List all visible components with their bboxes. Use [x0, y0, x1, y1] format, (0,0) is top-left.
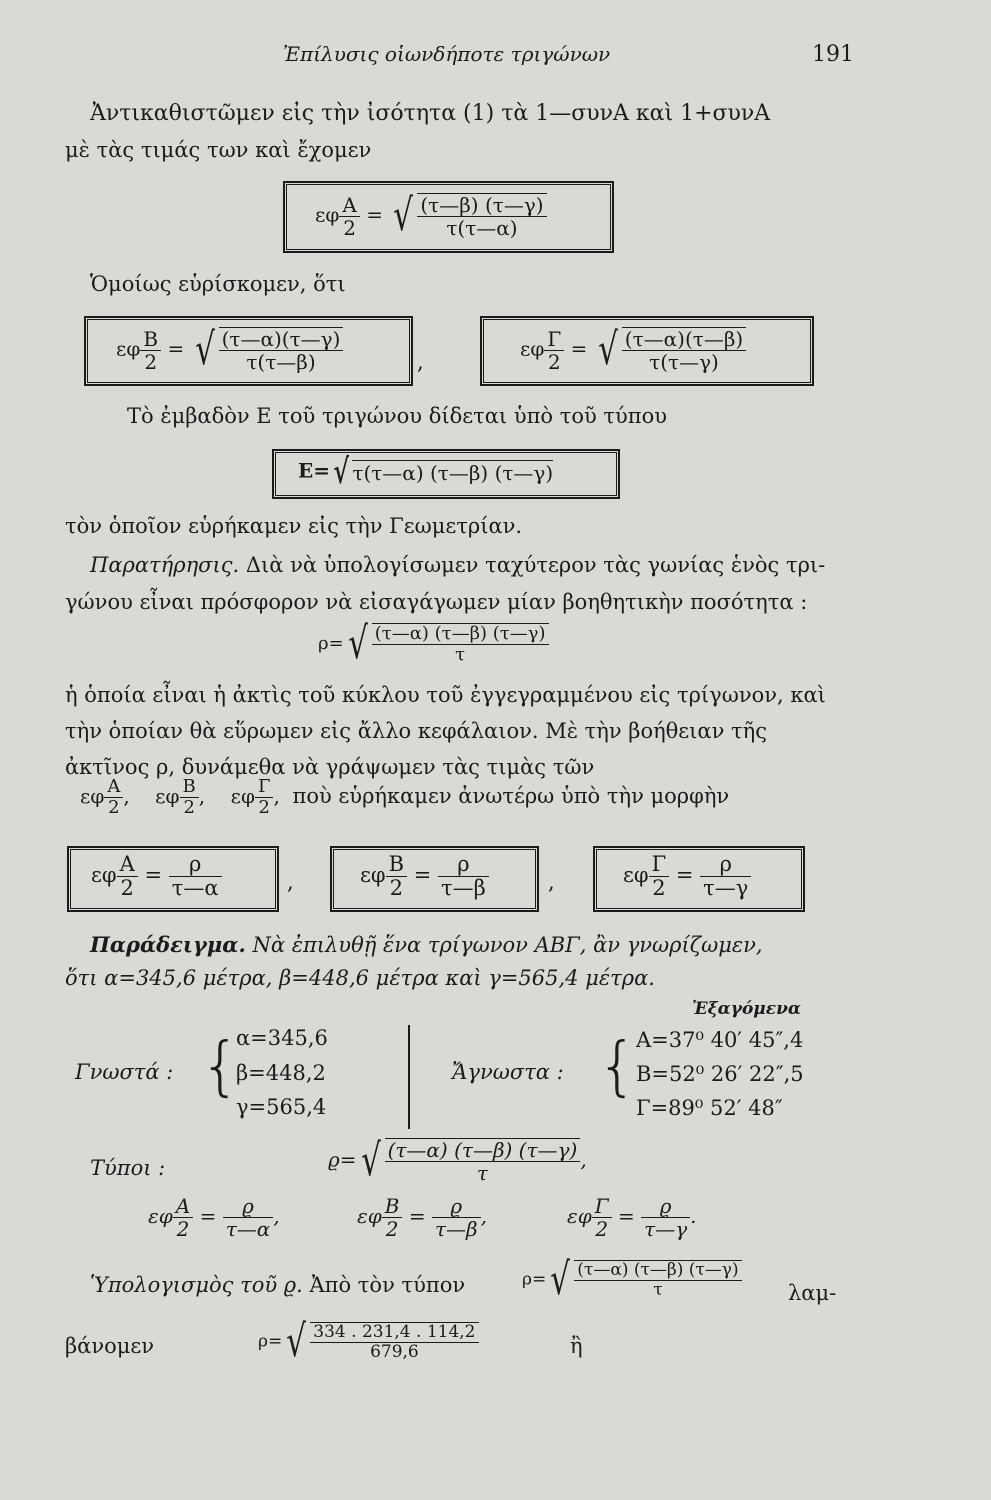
formula-B: [116, 324, 343, 375]
para2-line1: ἡ ὁποία εἶναι ἡ ἀκτὶς τοῦ κύκλου τοῦ ἐγγεγραμμένου εἰς τρίγωνον, καὶ: [65, 683, 826, 707]
remark-text1: Διὰ νὰ ὑπολογίσωμεν ταχύτερον τὰς γωνίας ἑνὸς τρι-: [239, 553, 826, 577]
rho-den: τ—α: [171, 876, 219, 901]
eph-label: εφ: [91, 863, 117, 888]
sqrt-icon: √: [333, 452, 350, 492]
rad-num: (τ—α)(τ—β): [622, 328, 746, 351]
angle-den: 2: [176, 1217, 190, 1241]
sqrt-icon: √: [286, 1316, 307, 1367]
known-g: γ=565,4: [236, 1095, 327, 1119]
results-header: Ἐξαγόμενα: [692, 999, 801, 1019]
divider: [408, 1025, 410, 1129]
rho-lhs: ρ=: [258, 1331, 283, 1352]
types-tan-B: [357, 1195, 487, 1240]
rho-lhs: ρ=: [318, 633, 344, 654]
unknown-G: Γ=89⁰ 52′ 48″: [636, 1096, 783, 1120]
angle-den: 2: [385, 1217, 399, 1241]
equals: =: [366, 202, 383, 227]
equals: =: [618, 1204, 635, 1228]
rho-lhs: ρ=: [522, 1269, 547, 1290]
rad-den: τ(τ—γ): [649, 350, 719, 374]
box-tan-B: [330, 846, 539, 912]
equals: =: [675, 863, 694, 888]
rho-num: ρ: [169, 853, 222, 877]
types-tan-G: [567, 1195, 697, 1240]
known-a: α=345,6: [236, 1026, 328, 1050]
equals: =: [408, 1204, 426, 1228]
area-text: Τὸ ἐμβαδὸν E τοῦ τριγώνου δίδεται ὑπὸ τοῦ τύπου: [127, 404, 668, 428]
rad-num: (τ—α)(τ—γ): [219, 328, 344, 351]
angle-num: A: [173, 1195, 193, 1218]
angle-num: Γ: [544, 328, 564, 351]
angle-den: 2: [547, 349, 561, 374]
angle-num: A: [107, 776, 121, 797]
sep: ,: [273, 783, 280, 808]
unknown-A: A=37⁰ 40′ 45″,4: [636, 1028, 804, 1052]
sqrt-icon: √: [393, 190, 414, 241]
tan-G: [623, 853, 751, 900]
calc-rho2: [258, 1316, 479, 1367]
angle-den: 2: [120, 876, 134, 901]
area-lhs: E=: [298, 458, 331, 483]
angle-den: 2: [255, 797, 274, 818]
equals: =: [167, 336, 185, 361]
types-rho: [328, 1135, 587, 1186]
angle-num: Γ: [649, 853, 670, 877]
calc-or: ἢ: [570, 1334, 583, 1358]
eph-label: εφ: [520, 336, 545, 361]
geometry-text: τὸν ὁποῖον εὑρήκαμεν εἰς τὴν Γεωμετρίαν.: [65, 514, 523, 538]
angle-num: A: [339, 194, 359, 217]
angle-den: 2: [389, 876, 403, 901]
comma-separator: ,: [548, 870, 555, 894]
rho-lhs: ϱ=: [328, 1147, 357, 1172]
end: ,: [480, 1204, 487, 1228]
types-tan-A: [148, 1195, 280, 1240]
example-line2: ὅτι α=345,6 μέτρα, β=448,6 μέτρα καὶ γ=565,4 μέτρα.: [65, 966, 655, 990]
rad-den: 679,6: [370, 1342, 419, 1362]
angle-num: B: [386, 853, 407, 877]
rad-den: τ(τ—β): [246, 350, 316, 374]
rho-num: ρ: [438, 853, 489, 877]
formula-G: [520, 324, 746, 375]
end: ,: [273, 1204, 280, 1228]
example-line1: [90, 932, 763, 957]
rad-num: (τ—β) (τ—γ): [417, 194, 546, 217]
eph-label: εφ: [155, 783, 180, 808]
comma-separator: ,: [287, 870, 294, 894]
rad-num: (τ—α) (τ—β) (τ—γ): [385, 1139, 581, 1162]
unknown-B: B=52⁰ 26′ 22″,5: [636, 1062, 804, 1086]
angle-num: B: [140, 328, 161, 351]
rho-num: ϱ: [641, 1195, 690, 1218]
tan-B: [360, 853, 489, 900]
calc-tail: λαμ-: [788, 1281, 837, 1305]
box-tan-A: [67, 846, 279, 912]
remark-label: Παρατήρησις.: [90, 553, 240, 577]
angle-den: 2: [144, 349, 158, 374]
angle-den: 2: [595, 1217, 609, 1241]
known-label: Γνωστά :: [75, 1060, 174, 1084]
eph-label: εφ: [360, 863, 386, 888]
equals: =: [199, 1204, 217, 1228]
angle-num: A: [117, 853, 138, 877]
angle-den: 2: [180, 797, 199, 818]
rho-den: τ—α: [225, 1217, 271, 1241]
remark-line1: [90, 553, 825, 577]
rho-den: τ—β: [434, 1217, 478, 1241]
comma: ,: [580, 1147, 587, 1172]
angle-den: 2: [652, 876, 666, 901]
rho-den: τ—γ: [703, 876, 749, 901]
area-radicand: τ(τ—α) (τ—β) (τ—γ): [352, 460, 554, 485]
sqrt-icon: √: [597, 324, 618, 375]
rad-den: τ: [653, 1280, 663, 1300]
eph-label: εφ: [116, 336, 141, 361]
angle-den: 2: [104, 797, 123, 818]
para1-line2: μὲ τὰς τιμάς των καὶ ἔχομεν: [65, 138, 372, 162]
calc-label: Ὑπολογισμὸς τοῦ ϱ.: [90, 1273, 303, 1297]
eph-label: εφ: [315, 202, 340, 227]
angle-num: Γ: [257, 776, 271, 797]
sqrt-icon: √: [550, 1254, 571, 1305]
formula-box-A: [283, 181, 614, 253]
known-b: β=448,2: [236, 1061, 326, 1085]
box-tan-G: [593, 846, 805, 912]
eph-label: εφ: [357, 1204, 382, 1228]
equals: =: [144, 863, 163, 888]
unknown-label: Ἄγνωστα :: [452, 1060, 564, 1084]
sqrt-icon: √: [347, 618, 368, 669]
rad-num: (τ—α) (τ—β) (τ—γ): [372, 624, 549, 645]
rho-den: τ—β: [441, 876, 486, 901]
formula-box-E: [272, 449, 620, 499]
left-brace-icon: {: [200, 1030, 241, 1104]
rad-den: τ: [476, 1161, 488, 1185]
page-number: 191: [812, 42, 854, 67]
rho-num: ϱ: [432, 1195, 481, 1218]
left-brace-icon: {: [597, 1030, 638, 1104]
calc-text: Ἀπὸ τὸν τύπον: [302, 1273, 466, 1297]
formula-box-B: [84, 316, 413, 386]
sep: ,: [123, 783, 130, 808]
inline-tail: ποὺ εὑρήκαμεν ἀνωτέρω ὑπὸ τὴν μορφὴν: [292, 783, 730, 808]
eph-label: εφ: [567, 1204, 592, 1228]
types-label: Τύποι :: [90, 1156, 166, 1180]
equals: =: [570, 336, 588, 361]
eph-label: εφ: [230, 783, 255, 808]
angle-num: B: [182, 776, 196, 797]
para2-line2: τὴν ὁποίαν θὰ εὕρωμεν εἰς ἄλλο κεφάλαιον. Μὲ τὴν βοήθειαν τῆς: [65, 719, 768, 743]
sqrt-icon: √: [194, 324, 215, 375]
formula-box-G: [480, 316, 814, 386]
formula-rho: [318, 618, 549, 669]
sep: ,: [198, 783, 206, 808]
rad-num: (τ—α) (τ—β) (τ—γ): [574, 1261, 741, 1281]
rad-num: 334 . 231,4 . 114,2: [310, 1323, 478, 1343]
eph-label: εφ: [148, 1204, 173, 1228]
eph-label: εφ: [623, 863, 649, 888]
angle-num: B: [382, 1195, 403, 1218]
similarly-text: Ὁμοίως εὑρίσκομεν, ὅτι: [90, 272, 346, 296]
rad-den: τ: [455, 644, 466, 665]
angle-num: Γ: [592, 1195, 612, 1218]
eph-label: εφ: [80, 783, 105, 808]
calc-line2-word: βάνομεν: [65, 1334, 155, 1358]
formula-E: [298, 452, 554, 492]
example-label: Παράδειγμα.: [90, 932, 246, 957]
rho-den: τ—γ: [644, 1217, 688, 1241]
rad-den: τ(τ—α): [446, 216, 518, 240]
angle-den: 2: [343, 215, 356, 240]
sqrt-icon: √: [360, 1135, 381, 1186]
remark-line2: γώνου εἶναι πρόσφορον νὰ εἰσαγάγωμεν μίαν βοηθητικὴν ποσότητα :: [65, 590, 808, 614]
equals: =: [413, 863, 432, 888]
calc-line1: [90, 1273, 465, 1297]
rho-num: ϱ: [223, 1195, 274, 1218]
para1-line1: Ἀντικαθιστῶμεν εἰς τὴν ἰσότητα (1) τὰ 1—συνA καὶ 1+συνA: [90, 101, 771, 126]
calc-rho: [522, 1254, 742, 1305]
comma-separator: ,: [417, 350, 424, 374]
inline-tangents: [80, 777, 729, 818]
running-header: Ἐπίλυσις οἱωνδήποτε τριγώνων: [283, 42, 611, 66]
formula-A: [315, 190, 547, 241]
end: .: [690, 1204, 697, 1228]
rho-num: ρ: [700, 853, 751, 877]
tan-A: [91, 853, 222, 900]
example-text1: Νὰ ἐπιλυθῇ ἕνα τρίγωνον ΑΒΓ, ἂν γνωρίζωμεν,: [245, 933, 763, 957]
para2-line3: ἀκτῖνος ρ, δυνάμεθα νὰ γράψωμεν τὰς τιμὰς τῶν: [65, 755, 595, 779]
